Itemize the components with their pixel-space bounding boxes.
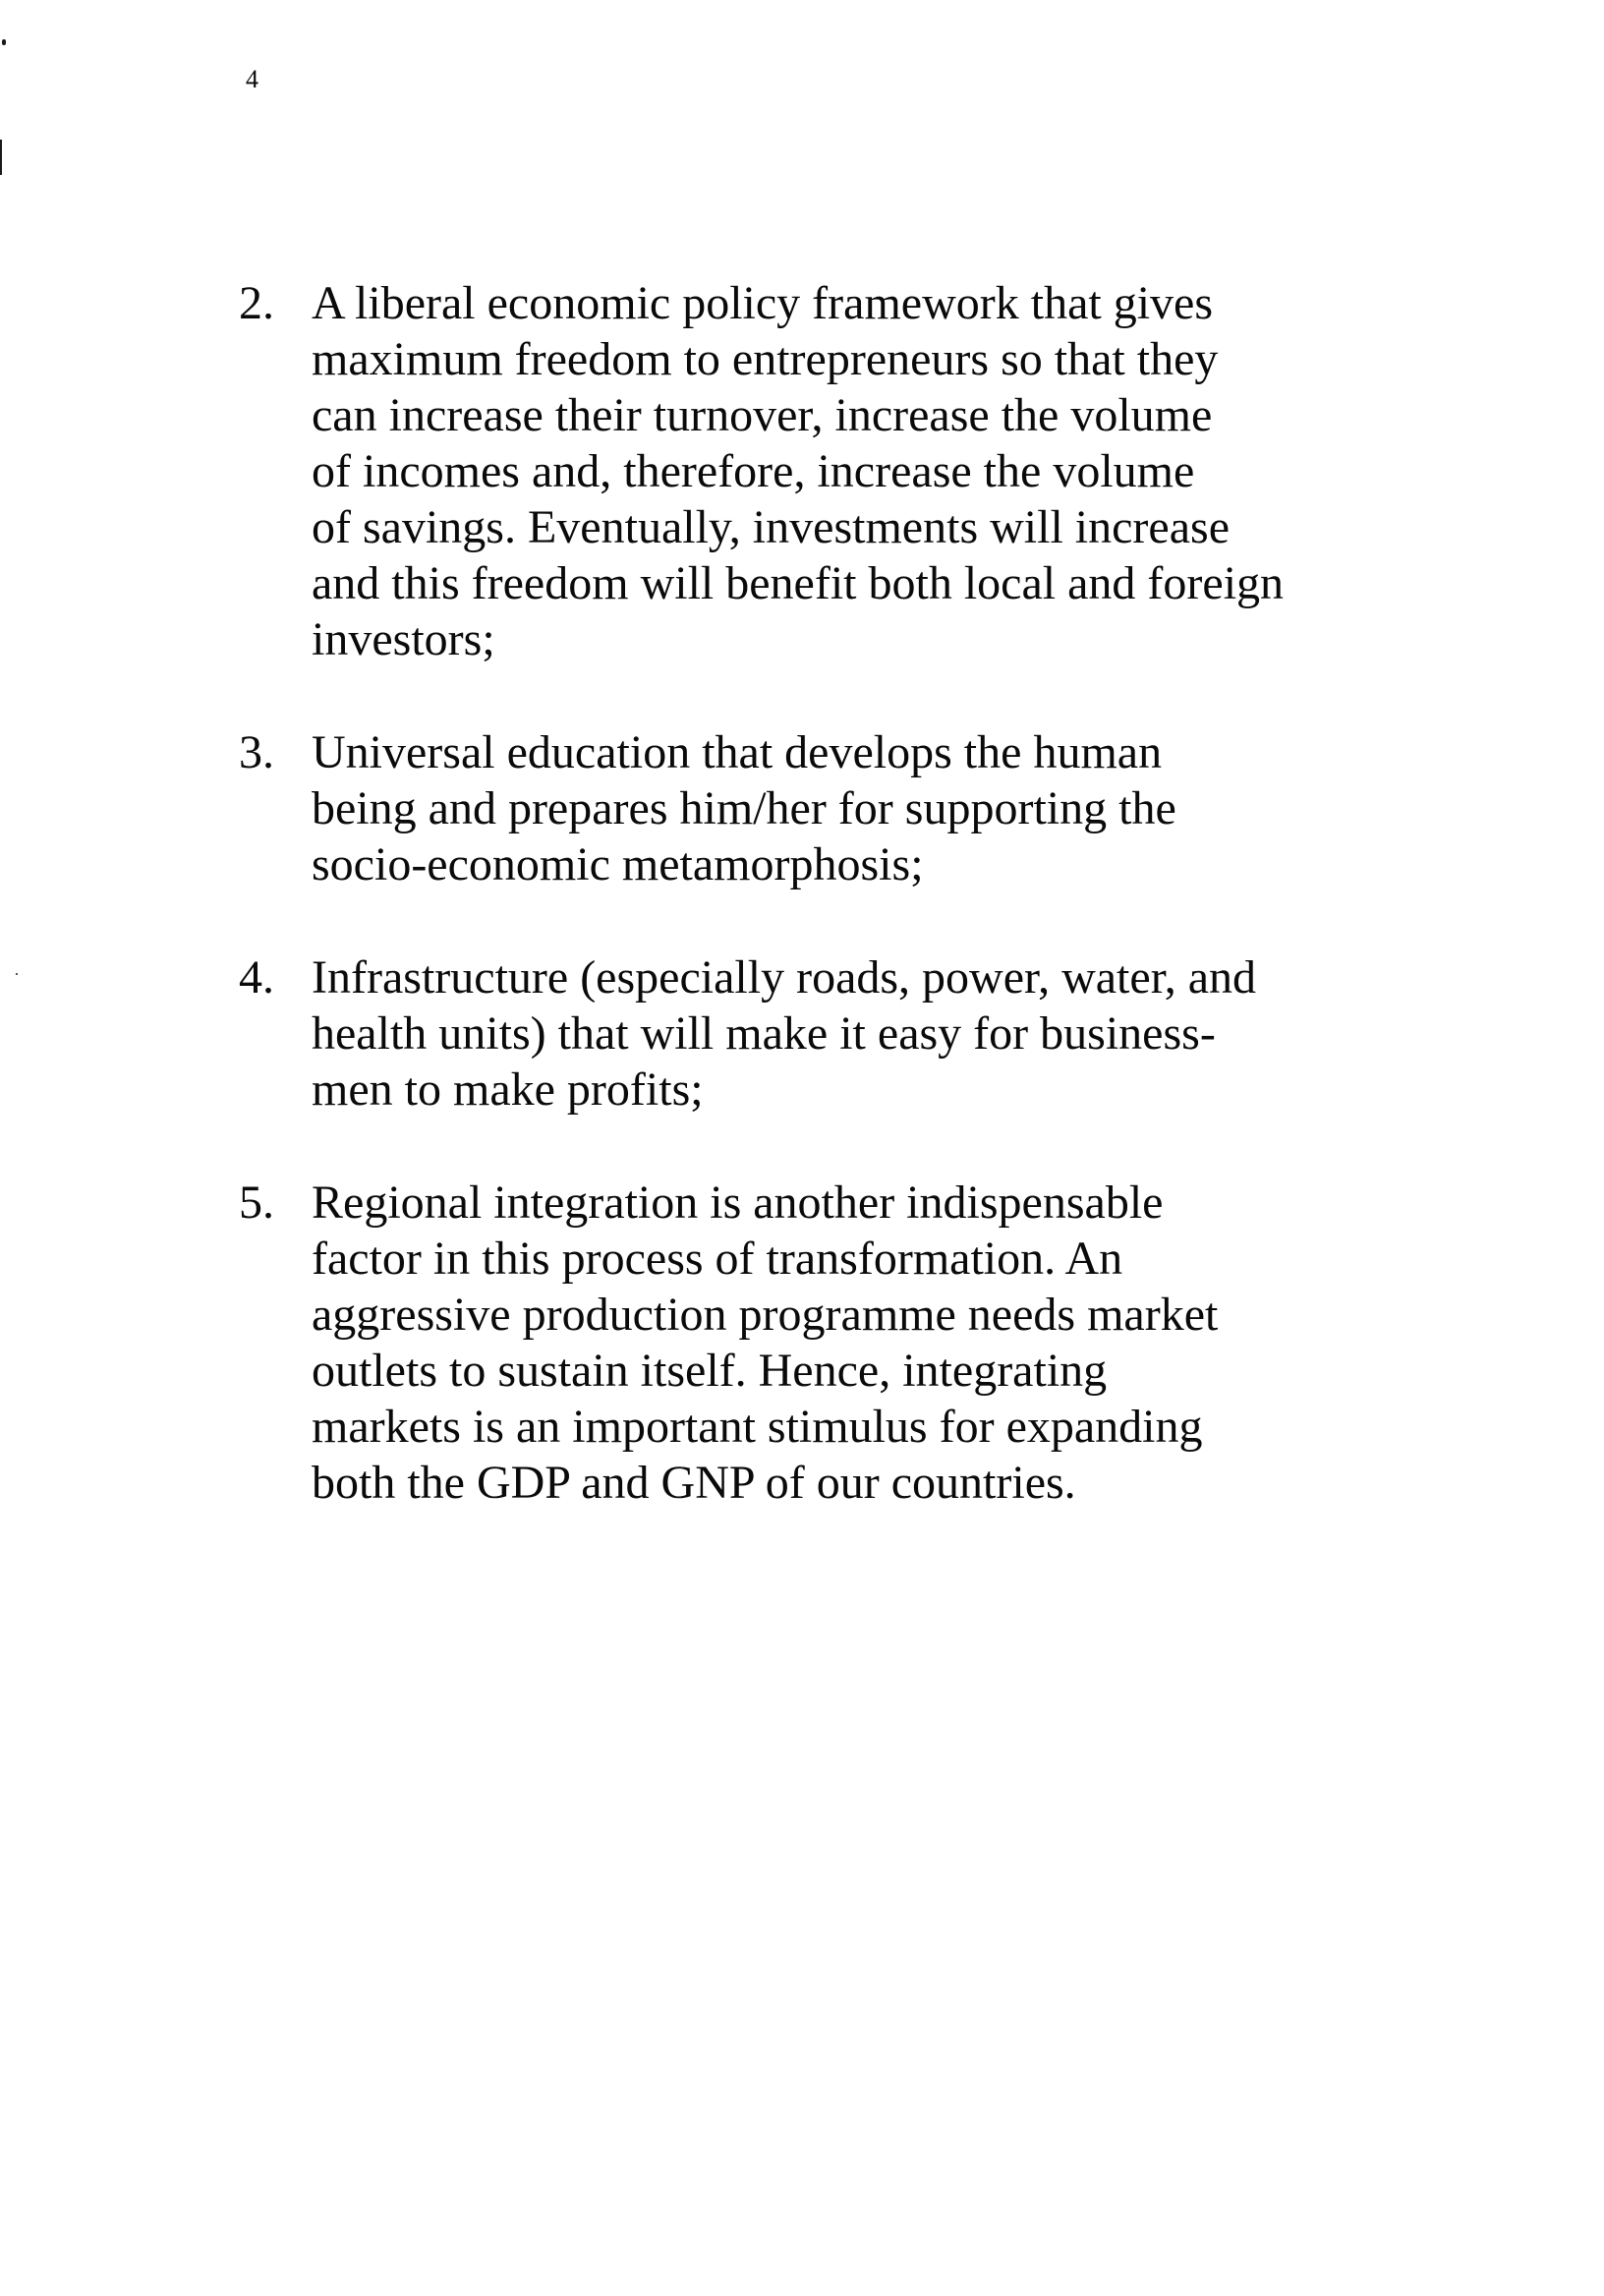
text-line: Regional integration is another indispensable: [312, 1177, 1164, 1229]
text-line: aggressive production programme needs market: [312, 1289, 1219, 1341]
text-line: Universal education that develops the human: [312, 726, 1163, 778]
scan-mark-dot: [2, 39, 6, 45]
text-line: and this freedom will benefit both local and foreign: [312, 557, 1285, 609]
text-line: of savings. Eventually, investments will increase: [312, 501, 1231, 553]
list-item-number: 2.: [239, 277, 274, 329]
text-line: A liberal economic policy framework that gives: [312, 277, 1214, 329]
list-item: [239, 1175, 1379, 1511]
scan-mark-bar: [0, 140, 2, 175]
list-item-number: 5.: [239, 1177, 274, 1229]
list-item: [239, 949, 1379, 1118]
text-line: markets is an important stimulus for expanding: [312, 1401, 1203, 1453]
text-line: maximum freedom to entrepreneurs so that they: [312, 333, 1219, 385]
list-item-number: 3.: [239, 726, 274, 778]
text-line: both the GDP and GNP of our countries.: [312, 1457, 1076, 1509]
text-line: factor in this process of transformation. An: [312, 1233, 1123, 1285]
scan-mark-speck: [16, 973, 18, 975]
text-line: of incomes and, therefore, increase the volume: [312, 445, 1195, 497]
numbered-list: [239, 275, 1379, 1568]
list-item-number: 4.: [239, 951, 274, 1004]
text-line: being and prepares him/her for supporting the: [312, 782, 1176, 834]
text-line: investors;: [312, 613, 495, 665]
text-line: men to make profits;: [312, 1063, 704, 1116]
text-line: health units) that will make it easy for business-: [312, 1007, 1216, 1060]
text-line: socio-economic metamorphosis;: [312, 838, 924, 890]
list-item-text: [312, 1175, 1218, 1511]
list-item: [239, 724, 1379, 892]
page-number: 4: [246, 65, 258, 93]
text-line: Infrastructure (especially roads, power, water, and: [312, 951, 1257, 1004]
text-line: outlets to sustain itself. Hence, integrating: [312, 1345, 1108, 1397]
list-item-text: [312, 724, 1176, 892]
list-item-text: [312, 275, 1284, 667]
text-line: can increase their turnover, increase the volume: [312, 389, 1213, 441]
list-item: [239, 275, 1379, 667]
list-item-text: [312, 949, 1256, 1118]
